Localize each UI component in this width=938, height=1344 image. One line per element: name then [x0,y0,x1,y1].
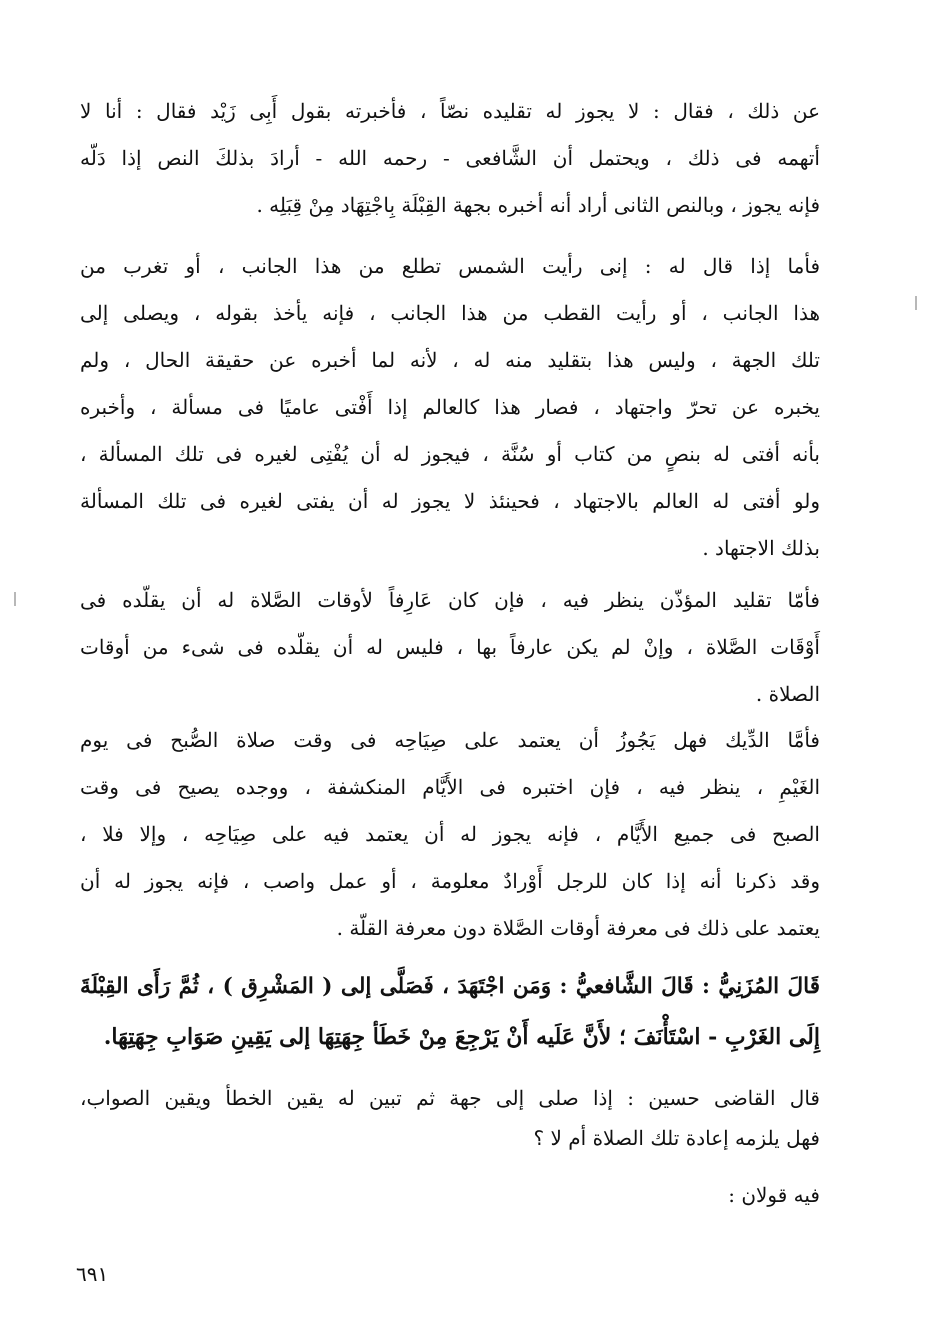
text-line: فأمَّا الدِّيك فهل يَجُوزُ أن يعتمد على صِيَاحِه فى وقت صلاة الصُّبح فى يوم [80,728,820,752]
text-line: يعتمد على ذلك فى معرفة أوقات الصَّلاة دون معرفة القلّة . [336,916,820,940]
text-line: فهل يلزمه إعادة تلك الصلاة أم لا ؟ [533,1126,820,1150]
text-line: وقد ذكرنا أنه إذا كان للرجل أَوْرادٌ معلومة ، أو عمل واصب ، فإنه يجوز له أن [80,869,820,893]
paragraph-1 [80,88,820,229]
text-line: فأما إذا قال له : إنى رأيت الشمس تطلع من هذا الجانب ، أو تغرب من [80,254,820,278]
text-line: الصبح فى جميع الأَيَّام ، فإنه يجوز له أن يعتمد فيه على صِيَاحِه ، وإلا فلا ، [80,822,820,846]
text-line: يخبره عن تحرّ واجتهاد ، فصار هذا كالعالم إذا أَفْتى عاميًا فى مسألة ، وأخبره [80,395,820,419]
text-line: أَوْقَات الصَّلاة ، وإنْ لم يكن عارفاً بها ، فليس له أن يقلّده فى شىء من أوقات [80,635,820,659]
paragraph-3 [80,577,820,718]
margin-mark-right [915,296,917,310]
text-line: هذا الجانب ، أو رأيت القطب من هذا الجانب ، فإنه يأخذ بقوله ، ويصلى إلى [80,301,820,325]
text-line: ولو أفتى له العالم بالاجتهاد ، فحينئذ لا يجوز له أن يفتى لغيره فى تلك المسألة [80,489,820,513]
text-line: فيه قولان : [728,1183,820,1207]
text-line: قال القاضى حسين : إذا صلى إلى جهة ثم تبين له يقين الخطأ ويقين الصواب، [80,1086,820,1110]
text-line: إِلَى الغَرْبِ - اسْتَأْنَفَ ؛ لأَنَّ عَلَيه أَنْ يَرْجِعَ مِنْ خَطَأ جِهَتِهَا إلى يَقِينِ صَوَابِ جِهَتِهَا. [103,1024,820,1050]
paragraph-4 [80,717,820,952]
text-line: فإنه يجوز ، وبالنص الثانى أراد أنه أخبره بجهة القِبْلَة بِاجْتِهَاد مِنْ قِبَلِه . [256,193,820,217]
text-line: بأنه أفتى له بنصٍ من كتاب أو سُنَّة ، فيجوز له أن يُفْتِى لغيره فى تلك المسألة ، [80,442,820,466]
paragraph-7 [80,1172,820,1219]
text-line: قَالَ المُزَنِيُّ : قَالَ الشَّافعيُّ : وَمَن اجْتَهَدَ ، فَصَلَّى إلى ( المَشْرِق ) ، ثُمَّ رَأَى القِبْلَةَ [80,974,820,999]
paragraph-2 [80,243,820,572]
text-line: الغَيْمِ ، ينظر فيه ، فإن اختبره فى الأَيَّام المنكشفة ، ووجده يصيح فى وقت [80,775,821,799]
text-line: الصلاة . [755,682,820,706]
margin-mark-left [14,592,16,606]
text-line: أتهمه فى ذلك ، ويحتمل أن الشَّافعى - رحمه الله - أرادَ بذلكَ النص إذا دَلّه [80,146,820,170]
text-line: فأمّا تقليد المؤذّن ينظر فيه ، فإن كان عَارِفاً لأوقات الصَّلاة له أن يقلّده فى [80,588,820,612]
text-line: عن ذلك ، فقال : لا يجوز له تقليده نصّاً ، فأخبرته بقول أَبِى زَيْد فقال : أنا لا [80,99,820,123]
text-line: تلك الجهة ، وليس هذا بتقليد منه له ، لأنه لما أخبره عن حقيقة الحال ، ولم [80,348,820,372]
paragraph-6 [80,1078,820,1158]
text-line: بذلك الاجتهاد . [702,536,820,560]
page-number: ٦٩١ [76,1262,109,1286]
matn-quote [80,962,820,1062]
